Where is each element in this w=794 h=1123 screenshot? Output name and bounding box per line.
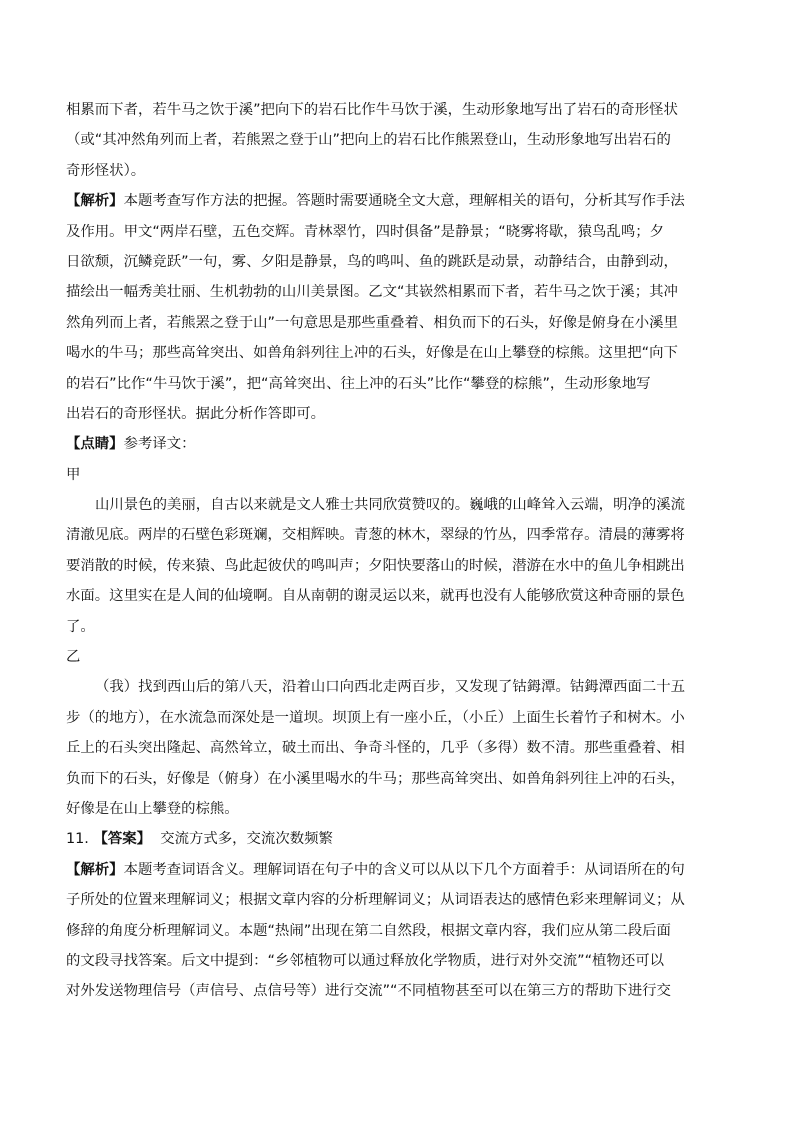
- answer-text: 交流方式多，交流次数频繁: [160, 831, 333, 848]
- analysis-line: [66, 186, 730, 216]
- analysis-text: 本题考查写作方法的把握。答题时需要通晓全文大意，理解相关的语句，分析其写作手法: [123, 193, 685, 210]
- text-line: 对外发送物理信号（声信号、点信号等）进行交流”“不同植物甚至可以在第三方的帮助下进行交: [66, 983, 671, 1000]
- text-line: 日欲颓，沉鳞竞跃”一句，雾、夕阳是静景，鸟的鸣叫、鱼的跳跃是动景，动静结合，由静到动，: [66, 253, 678, 270]
- answer-line: [66, 824, 730, 854]
- tip-text: 参考译文：: [123, 436, 196, 453]
- text-line: 要消散的时候，传来猿、鸟此起彼伏的鸣叫声；夕阳快要落山的时候，潜游在水中的鱼儿争相跳出: [66, 557, 685, 574]
- text-line: 奇形怪状）。: [66, 162, 146, 179]
- answer-label: 【答案】: [93, 831, 152, 848]
- document-page: [66, 95, 730, 1007]
- text-line: 相累而下者，若牛马之饮于溪”把向下的岩石比作牛马饮于溪，生动形象地写出了岩石的奇形怪状: [66, 102, 678, 118]
- analysis-label: 【解析】: [66, 193, 124, 210]
- text-line: 了。: [66, 618, 95, 635]
- text-line: 丘上的石头突出隆起、高然耸立，破土而出、争奇斗怪的，几乎（多得）数不清。那些重叠着、相: [66, 740, 685, 757]
- text-line: 清澈见底。两岸的石壁色彩斑斓，交相辉映。青葱的林木，翠绿的竹丛，四季常存。清晨的薄雾将: [66, 527, 685, 544]
- text-line: 及作用。甲文“两岸石壁，五色交辉。青林翠竹，四时俱备”是静景；“晓雾将歇，猿鸟乱鸣；夕: [66, 223, 664, 240]
- tip-label: 【点睛】: [66, 436, 124, 453]
- text-line: 修辞的角度分析理解词义。本题“热闹”出现在第二自然段，根据文章内容，我们应从第二段后面: [66, 922, 671, 939]
- text-line: 子所处的位置来理解词义；根据文章内容的分析理解词义；从词语表达的感情色彩来理解词义；从: [66, 892, 685, 909]
- text-line: 喝水的牛马；那些高耸突出、如兽角斜列往上冲的石头，好像是在山上攀登的棕熊。这里把“向下: [66, 345, 678, 362]
- text-line: 负而下的石头，好像是（俯身）在小溪里喝水的牛马；那些高耸突出、如兽角斜列往上冲的石头，: [66, 770, 685, 787]
- text-line: 好像是在山上攀登的棕熊。: [66, 800, 239, 817]
- tip-line: [66, 429, 730, 459]
- question-number: 11.: [66, 831, 89, 848]
- text-line: 描绘出一幅秀美壮丽、生机勃勃的山川美景图。乙文“其嵚然相累而下者，若牛马之饮于溪；其冲: [66, 284, 678, 301]
- section-heading-jia: 甲: [66, 466, 81, 483]
- analysis-line: [66, 855, 730, 885]
- text-line: （我）找到西山后的第八天，沿着山口向西北走两百步，又发现了钴鉧潭。钴鉧潭西面二十五: [95, 679, 686, 696]
- text-line: 的文段寻找答案。后文中提到：“乡邻植物可以通过释放化学物质，进行对外交流”“植物还可以: [66, 952, 664, 969]
- text-line: 山川景色的美丽，自古以来就是文人雅士共同欣赏赞叹的。巍峨的山峰耸入云端，明净的溪流: [95, 497, 686, 514]
- text-line: 水面。这里实在是人间的仙境啊。自从南朝的谢灵运以来，就再也没有人能够欣赏这种奇丽的景色: [66, 588, 685, 605]
- analysis-text: 本题考查词语含义。理解词语在句子中的含义可以从以下几个方面着手：从词语所在的句: [123, 861, 685, 878]
- text-line: （或“其冲然角列而上者，若熊罴之登于山”把向上的岩石比作熊罴登山，生动形象地写出岩石的: [66, 132, 671, 149]
- text-line: 步（的地方），在水流急而深处是一道坝。坝顶上有一座小丘，（小丘）上面生长着竹子和树木。小: [66, 709, 685, 726]
- text-line: 然角列而上者，若熊罴之登于山”一句意思是那些重叠着、相负而下的石头，好像是俯身在小溪里: [66, 314, 678, 331]
- text-line: 出岩石的奇形怪状。据此分析作答即可。: [66, 405, 326, 422]
- analysis-label: 【解析】: [66, 861, 124, 878]
- section-heading-yi: 乙: [66, 649, 81, 666]
- text-line: 的岩石”比作“牛马饮于溪”，把“高耸突出、往上冲的石头”比作“攀登的棕熊”，生动形象地写: [66, 375, 651, 392]
